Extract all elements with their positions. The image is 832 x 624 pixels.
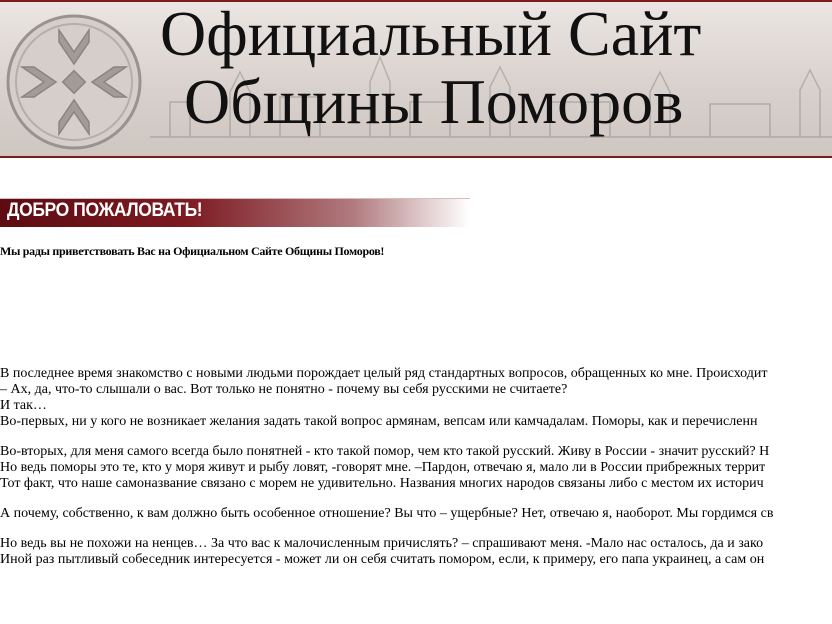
greeting-text: Мы рады приветствовать Вас на Официальном Сайте Общины Поморов! xyxy=(0,244,385,258)
article-line-4: Во-первых, ни у кого не возникает желания задать такой вопрос армянам, вепсам или камчадалам. Поморы, как и перечисленн xyxy=(0,414,758,429)
site-title-line-2: Общины Поморов xyxy=(184,66,684,137)
article-line-2: – Ах, да, что-то слышали о вас. Вот только не понятно - почему вы себя русскими не считаете? xyxy=(0,382,568,397)
article-line-5: Во-вторых, для меня самого всегда было понятней - кто такой помор, чем кто такой русский. Живу в России - значит русский? Н xyxy=(0,444,770,459)
site-title-line-1: Официальный Сайт xyxy=(160,0,702,69)
article-line-8: А почему, собственно, к вам должно быть особенное отношение? Вы что – ущербные? Нет, отвечаю я, наоборот. Мы гордимся св xyxy=(0,506,774,521)
article-line-9: Но ведь вы не похожи на ненцев… За что вас к малочисленным причислять? – спрашивают меня. -Мало нас осталось, да и зако xyxy=(0,536,764,551)
welcome-banner xyxy=(0,198,470,227)
article-line-7: Тот факт, что наше самоназвание связано с морем не удивительно. Названия многих народов связаны либо с местом их историч xyxy=(0,476,764,491)
article-line-6: Но ведь поморы это те, кто у моря живут и рыбу ловят, -говорят мне. –Пардон, отвечаю я, мало ли в России прибрежных террит xyxy=(0,460,766,475)
article-line-3: И так… xyxy=(0,398,47,413)
article-line-1: В последнее время знакомство с новыми людьми порождает целый ряд стандартных вопросов, обращенных ко мне. Происходит xyxy=(0,366,768,381)
article-line-10: Иной раз пытливый собеседник интересуется - может ли он себя считать помором, если, к примеру, его папа украинец, а сам он xyxy=(0,552,765,567)
welcome-banner-text: ДОБРО ПОЖАЛОВАТЬ! xyxy=(7,200,203,221)
site-header-banner xyxy=(0,0,832,158)
pomor-emblem-icon xyxy=(4,12,144,152)
site-title xyxy=(160,0,832,136)
